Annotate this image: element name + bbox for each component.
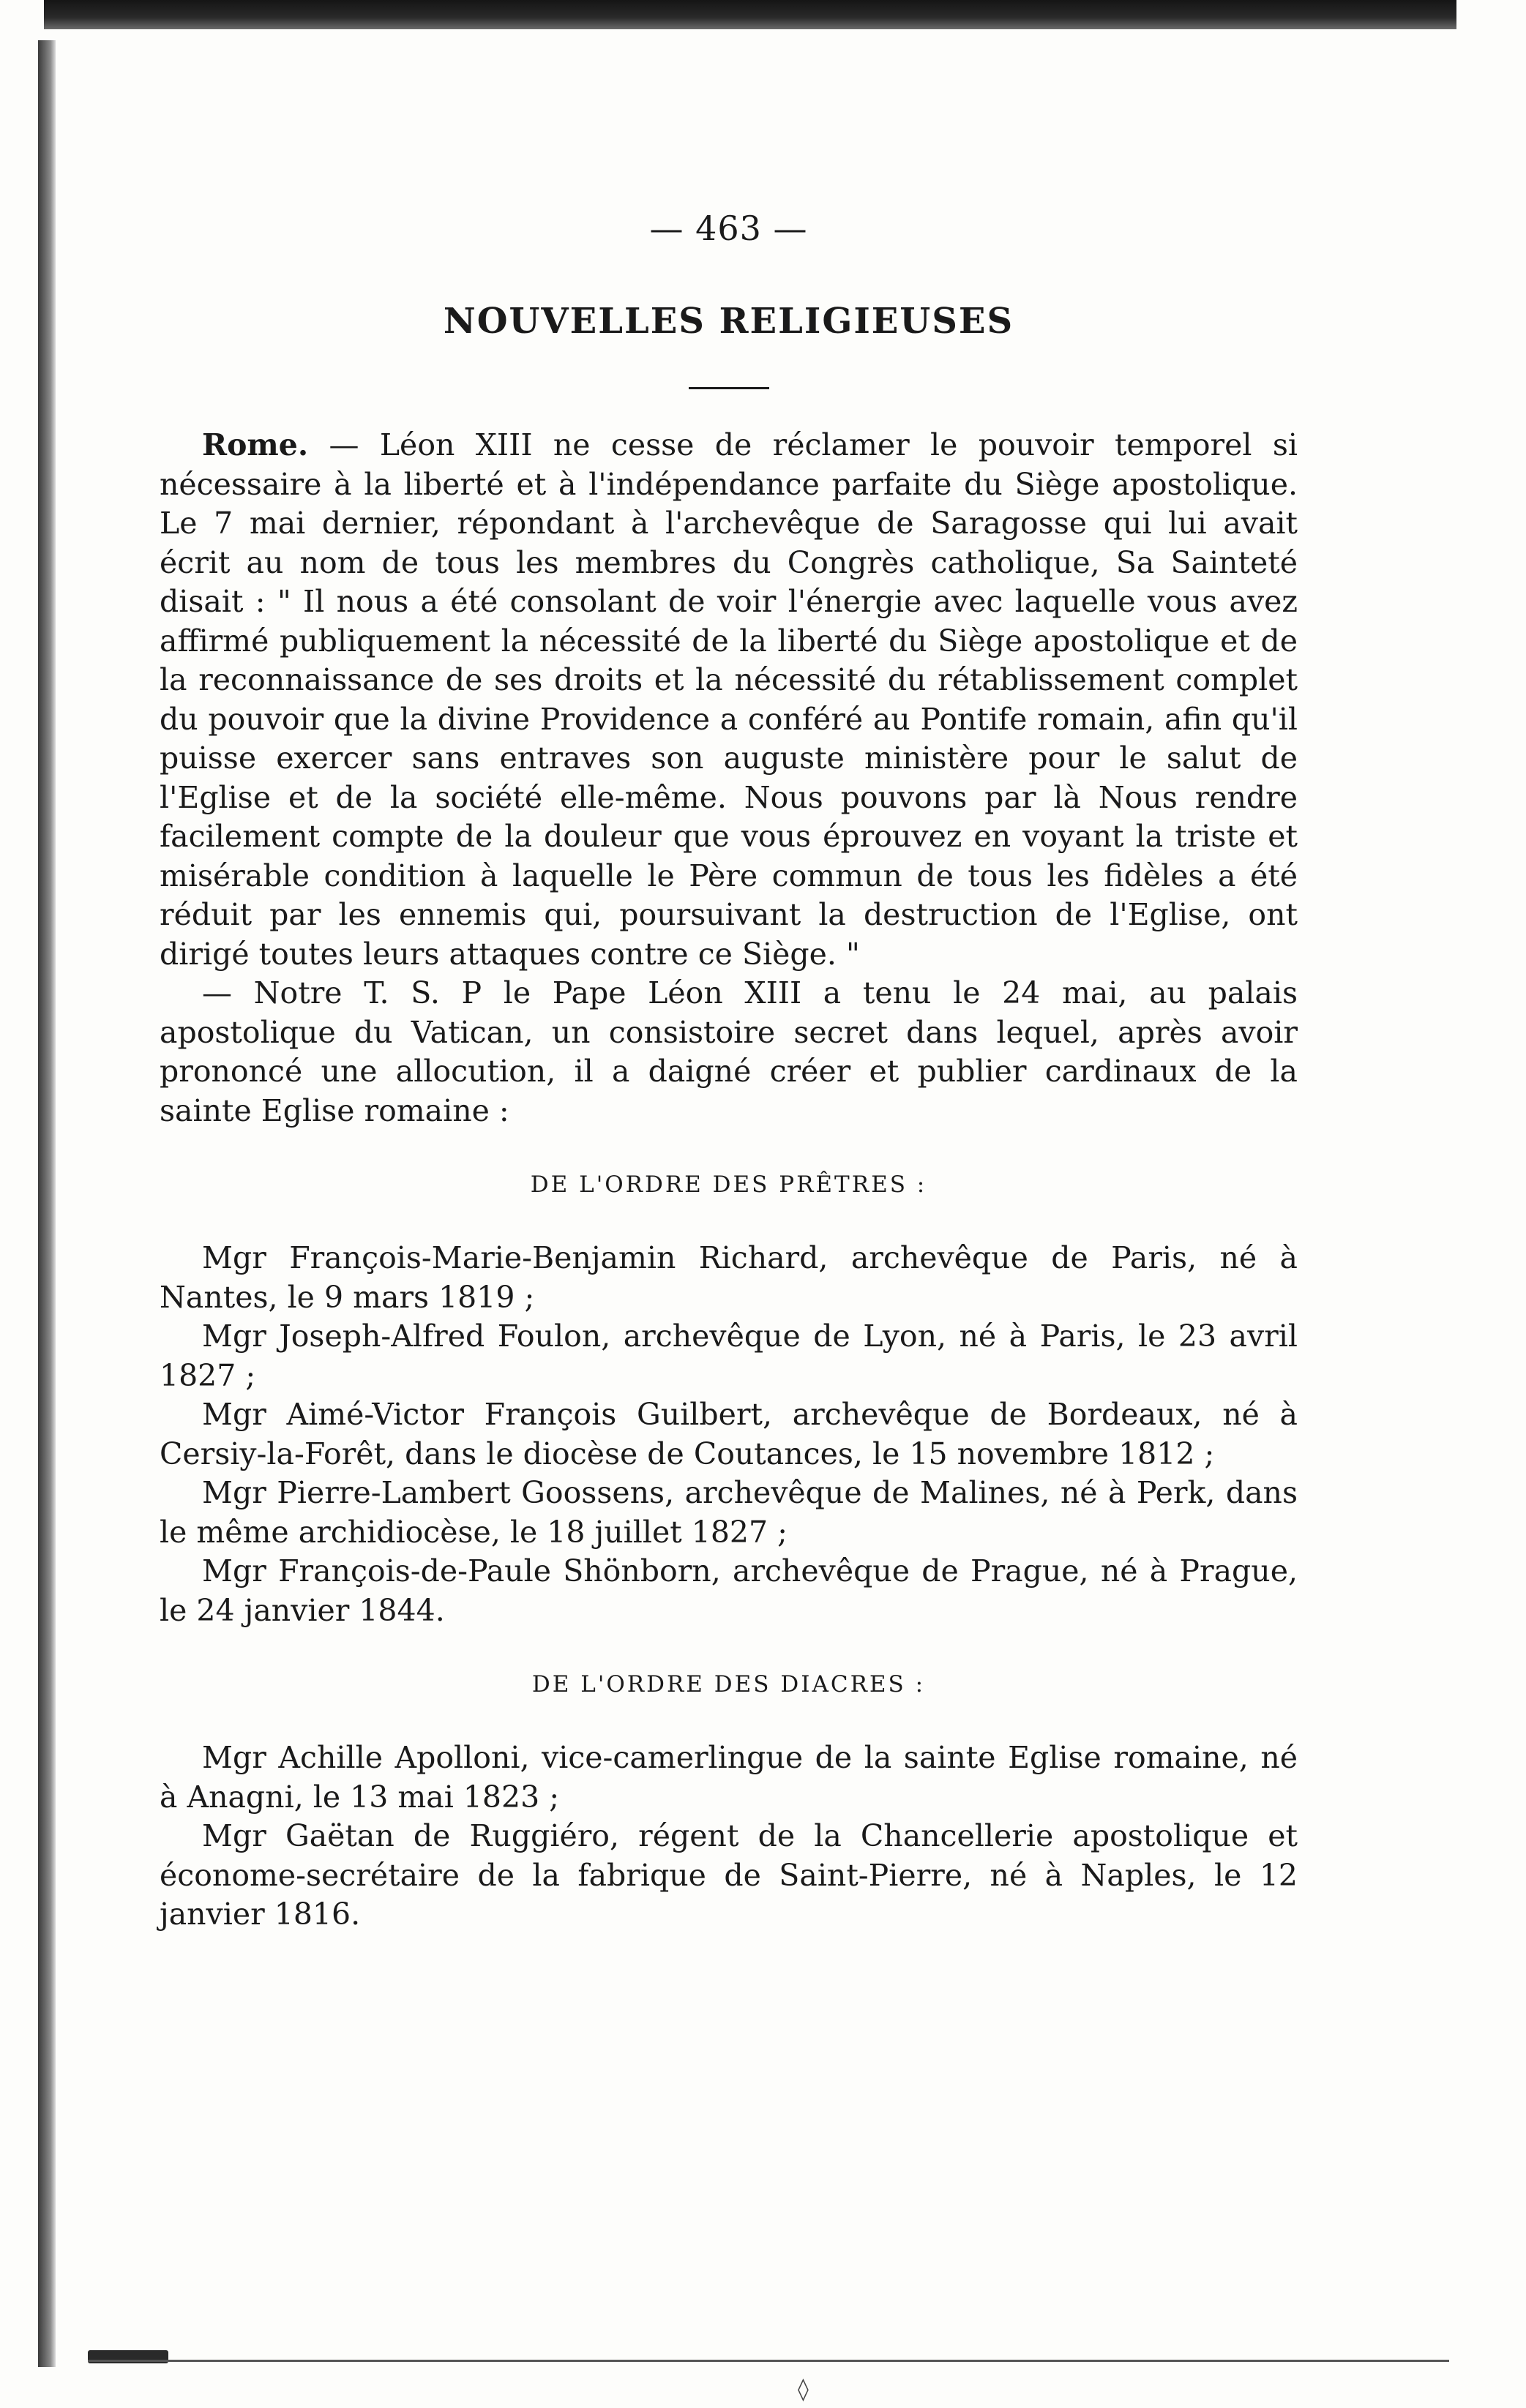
list-item: Mgr François-Marie-Benjamin Richard, archevêque de Paris, né à Nantes, le 9 mars 1819 ;: [160, 1240, 1298, 1315]
rome-text: — Léon XIII ne cesse de réclamer le pouvoir temporel si nécessaire à la liberté et à l'indépendance parfaite du Siège apostolique. Le 7 mai dernier, répondant à l'archevêque de Saragosse qui lui avait écrit au nom de tous les membres du Congrès catholique, Sa Sainteté disait : " Il nous a été consolant de voir l'énergie avec laquelle vous avez affirmé publiquement la nécessité de la liberté du Siège apostolique et de la reconnaissance de ses droits et la nécessité du rétablissement complet du pouvoir que la divine Providence a conféré au Pontife romain, afin qu'il puisse exercer sans entraves son auguste ministère pour le salut de l'Eglise et de la société elle-même. Nous pouvons par là Nous rendre facilement compte de la douleur que vous éprouvez en voyant la triste et misérable condition à laquelle le Père commun de tous les fidèles a été réduit par les ennemis qui, poursuivant la destruction de l'Eglise, ont dirigé toutes leurs attaques contre ce Siège. ": [160, 427, 1298, 972]
title-divider: [689, 387, 769, 389]
scan-edge-bottom: [88, 2360, 1449, 2362]
subheading-deacons: DE L'ORDRE DES DIACRES :: [531, 1671, 926, 1698]
list-item: Mgr François-de-Paule Shönborn, archevêque de Prague, né à Prague, le 24 janvier 1844.: [160, 1553, 1298, 1628]
scan-edge-top: [44, 0, 1456, 29]
scan-edge-left: [38, 40, 56, 2367]
list-item: Mgr Joseph-Alfred Foulon, archevêque de Lyon, né à Paris, le 23 avril 1827 ;: [160, 1319, 1298, 1393]
subheading-priests: DE L'ORDRE DES PRÊTRES :: [530, 1171, 927, 1198]
footer-mark: ◊: [798, 2377, 809, 2402]
list-item: Mgr Aimé-Victor François Guilbert, archevêque de Bordeaux, né à Cersiy-la-Forêt, dans le diocèse de Coutances, le 15 novembre 1812 ;: [160, 1397, 1298, 1471]
list-item: Mgr Achille Apolloni, vice-camerlingue de la sainte Eglise romaine, né à Anagni, le 13 mai 1823 ;: [160, 1740, 1298, 1815]
paragraph-rome: [160, 426, 1298, 974]
page-number: — 463 —: [649, 209, 808, 248]
page-title: NOUVELLES RELIGIEUSES: [443, 301, 1014, 342]
list-item: Mgr Pierre-Lambert Goossens, archevêque de Malines, né à Perk, dans le même archidiocèse, le 18 juillet 1827 ;: [160, 1475, 1298, 1550]
paragraph-consistory: — Notre T. S. P le Pape Léon XIII a tenu le 24 mai, au palais apostolique du Vatican, un consistoire secret dans lequel, après avoir prononcé une allocution, il a daigné créer et publier cardinaux de la sainte Eglise romaine :: [160, 975, 1298, 1128]
text-column: [160, 209, 1298, 1935]
rome-lead-word: Rome.: [202, 427, 309, 462]
list-item: Mgr Gaëtan de Ruggiéro, régent de la Chancellerie apostolique et économe-secrétaire de la fabrique de Saint-Pierre, né à Naples, le 12 janvier 1816.: [160, 1818, 1298, 1932]
